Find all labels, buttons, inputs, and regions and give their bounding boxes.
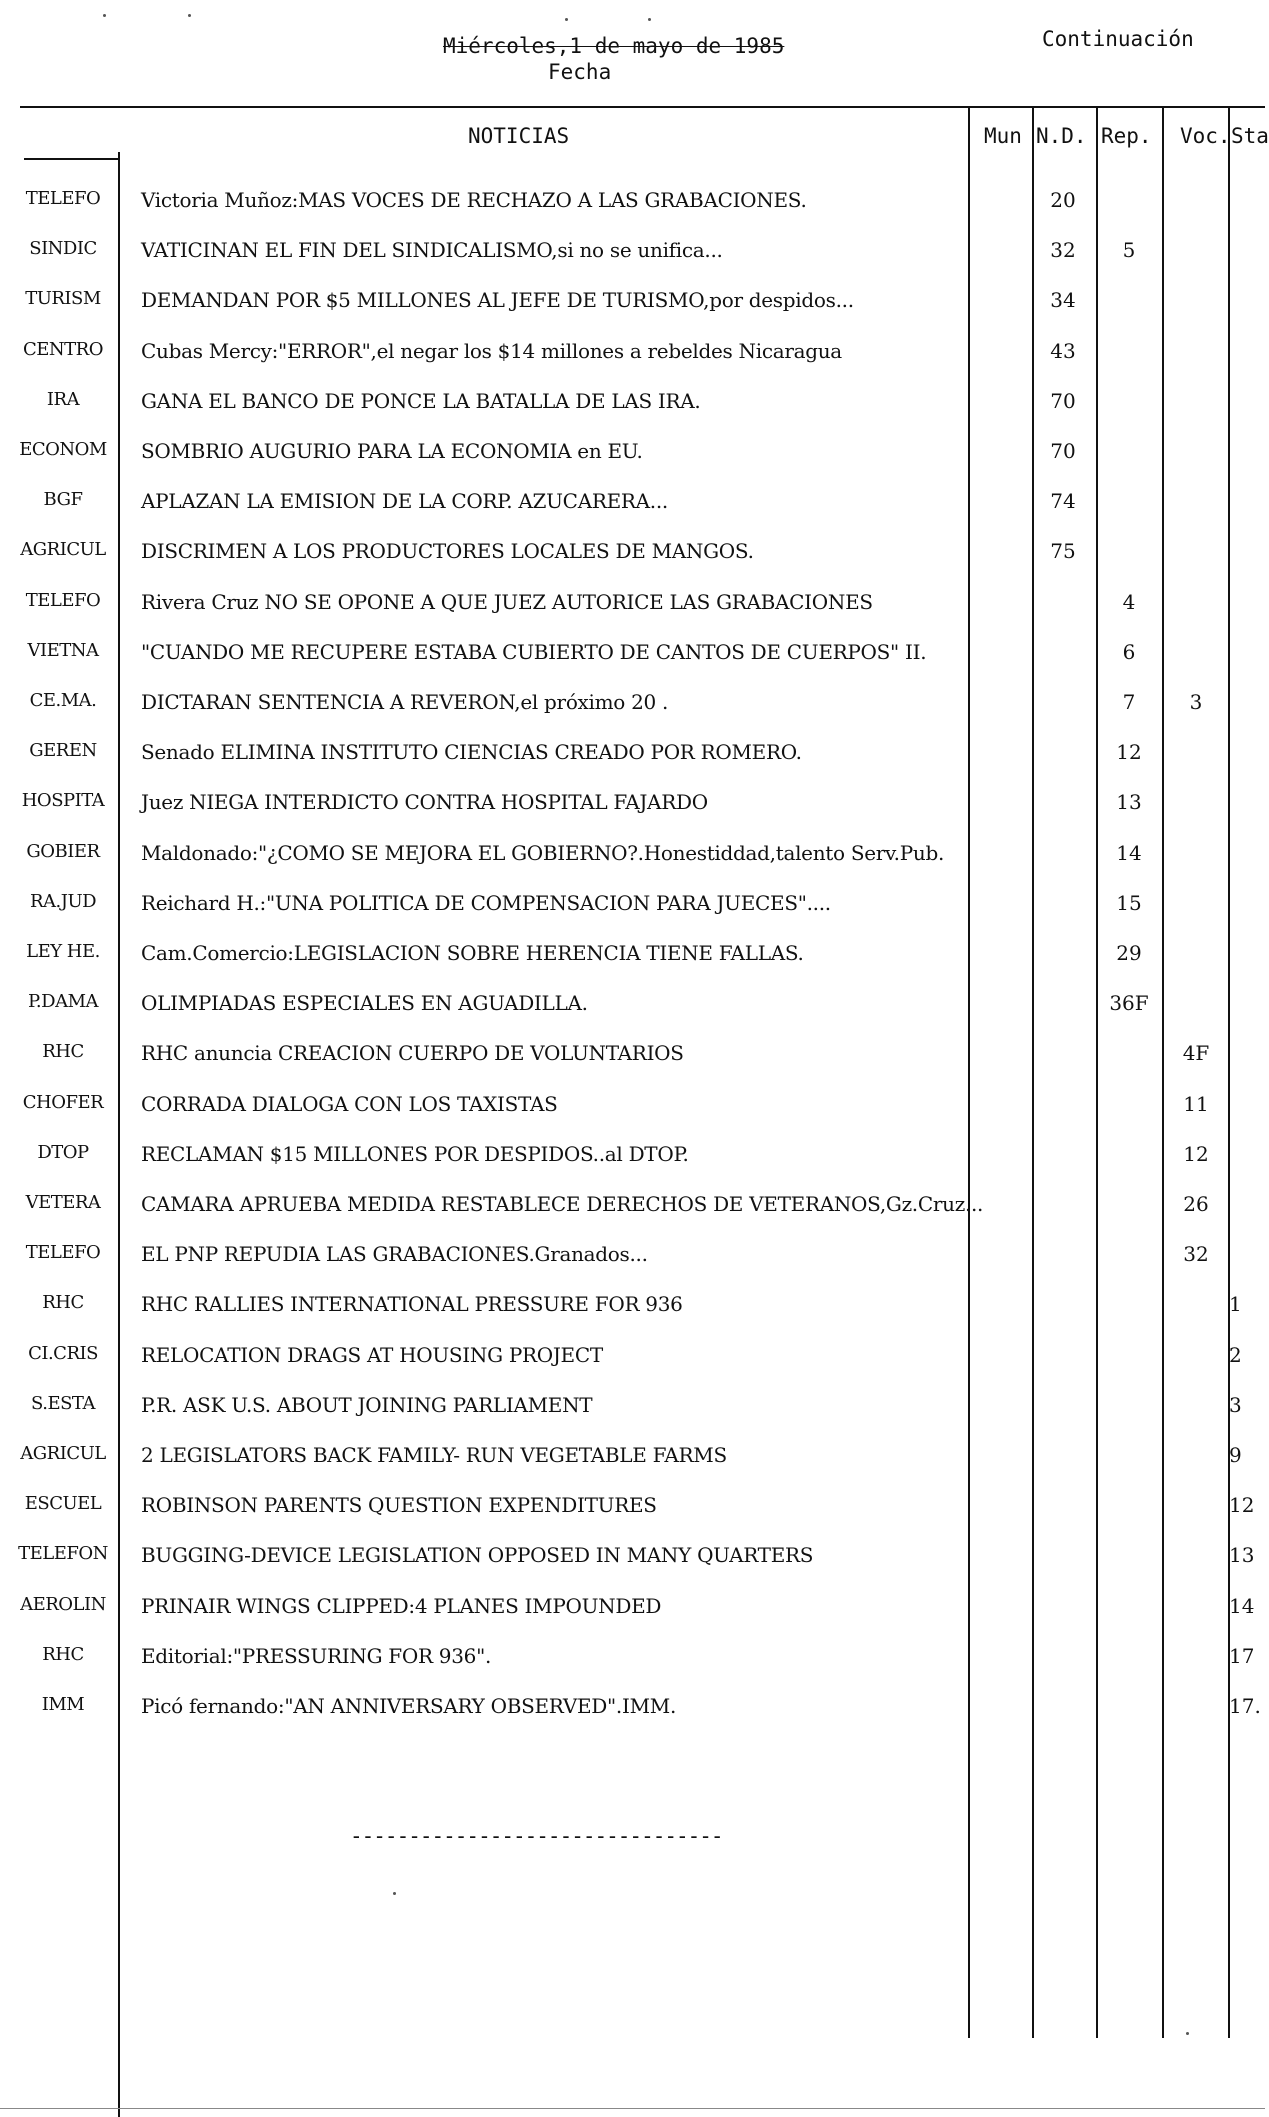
table-row — [0, 1431, 1265, 1481]
row-section-code: HOSPITA — [21, 790, 105, 812]
row-section-code: BGF — [43, 489, 83, 511]
row-rep-page: 15 — [1116, 890, 1142, 915]
row-section-code: CHOFER — [22, 1091, 104, 1113]
row-section-code: AGRICUL — [20, 539, 106, 561]
row-headline: P.R. ASK U.S. ABOUT JOINING PARLIAMENT — [141, 1392, 593, 1417]
column-header-sta: Sta — [1231, 124, 1269, 148]
table-row — [0, 1481, 1265, 1531]
row-section-code: S.ESTA — [31, 1392, 95, 1414]
continuation-label: Continuación — [1042, 27, 1194, 51]
row-section-code: SINDIC — [29, 238, 97, 260]
row-section-code: VETERA — [25, 1192, 101, 1213]
row-section-code: CENTRO — [23, 338, 103, 360]
table-top-border — [20, 106, 1265, 108]
table-row — [0, 276, 1265, 326]
header-underline-left — [24, 158, 119, 160]
row-headline: VATICINAN EL FIN DEL SINDICALISMO,si no se unifica... — [141, 238, 723, 263]
table-row — [0, 1331, 1265, 1381]
row-headline: Maldonado:"¿COMO SE MEJORA EL GOBIERNO?.Honestiddad,talento Serv.Pub. — [141, 840, 945, 865]
row-section-code: LEY HE. — [26, 941, 100, 962]
row-section-code: TURISM — [25, 288, 101, 310]
row-section-code: VIETNA — [27, 639, 99, 661]
row-headline: "CUANDO ME RECUPERE ESTABA CUBIERTO DE CANTOS DE CUERPOS" II. — [141, 639, 927, 664]
row-rep-page: 36F — [1109, 991, 1149, 1016]
row-headline: DICTARAN SENTENCIA A REVERON,el próximo 20 . — [141, 690, 669, 714]
row-headline: RHC RALLIES INTERNATIONAL PRESSURE FOR 936 — [141, 1292, 683, 1317]
table-row — [0, 829, 1265, 879]
row-headline: Senado ELIMINA INSTITUTO CIENCIAS CREADO POR ROMERO. — [141, 740, 802, 765]
row-nd-page: 75 — [1050, 539, 1076, 564]
row-section-code: TELEFO — [25, 1242, 101, 1264]
row-headline: Reichard H.:"UNA POLITICA DE COMPENSACION PARA JUECES".... — [141, 890, 831, 915]
row-voc-page: 26 — [1183, 1192, 1209, 1216]
document-date: Miércoles,1 de mayo de 1985 — [443, 34, 785, 58]
row-headline: RELOCATION DRAGS AT HOUSING PROJECT — [141, 1342, 603, 1367]
table-row — [0, 1682, 1265, 1732]
row-sta-page: 14 — [1229, 1593, 1255, 1618]
row-headline: CAMARA APRUEBA MEDIDA RESTABLECE DERECHOS DE VETERANOS,Gz.Cruz... — [141, 1192, 984, 1216]
row-headline: Picó fernando:"AN ANNIVERSARY OBSERVED".IMM. — [141, 1694, 677, 1718]
row-sta-page: 3 — [1229, 1392, 1242, 1417]
row-sta-page: 2 — [1229, 1342, 1242, 1367]
row-headline: APLAZAN LA EMISION DE LA CORP. AZUCARERA... — [141, 489, 668, 514]
table-row — [0, 778, 1265, 828]
row-rep-page: 4 — [1122, 589, 1136, 614]
table-row — [0, 1080, 1265, 1130]
row-headline: Cubas Mercy:"ERROR",el negar los $14 millones a rebeldes Nicaragua — [141, 338, 842, 363]
row-section-code: IMM — [41, 1694, 85, 1715]
row-nd-page: 70 — [1050, 439, 1076, 463]
row-section-code: GOBIER — [26, 840, 100, 862]
row-headline: RHC anuncia CREACION CUERPO DE VOLUNTARIOS — [141, 1041, 684, 1066]
row-headline: CORRADA DIALOGA CON LOS TAXISTAS — [141, 1091, 558, 1116]
row-rep-page: 13 — [1116, 790, 1142, 815]
row-headline: EL PNP REPUDIA LAS GRABACIONES.Granados... — [141, 1242, 648, 1267]
table-row — [0, 578, 1265, 628]
row-nd-page: 70 — [1050, 388, 1076, 413]
row-nd-page: 74 — [1050, 489, 1076, 514]
table-row — [0, 1632, 1265, 1682]
row-nd-page: 43 — [1050, 338, 1076, 363]
table-row — [0, 678, 1265, 728]
scan-speck — [393, 1892, 396, 1895]
row-headline: GANA EL BANCO DE PONCE LA BATALLA DE LAS IRA. — [141, 388, 701, 413]
table-row — [0, 1582, 1265, 1632]
table-row — [0, 628, 1265, 678]
row-section-code: RHC — [42, 1041, 84, 1063]
row-section-code: RA.JUD — [29, 890, 97, 912]
row-section-code: CI.CRIS — [28, 1342, 98, 1364]
row-headline: 2 LEGISLATORS BACK FAMILY- RUN VEGETABLE FARMS — [141, 1443, 727, 1467]
row-headline: PRINAIR WINGS CLIPPED:4 PLANES IMPOUNDED — [141, 1593, 662, 1618]
row-headline: DISCRIMEN A LOS PRODUCTORES LOCALES DE MANGOS. — [141, 539, 754, 564]
row-headline: Victoria Muñoz:MAS VOCES DE RECHAZO A LAS GRABACIONES. — [141, 188, 807, 212]
row-section-code: ECONOM — [19, 439, 107, 460]
row-section-code: ESCUEL — [24, 1493, 102, 1515]
column-header-nd: N.D. — [1036, 124, 1087, 148]
column-header-news: NOTICIAS — [468, 124, 570, 148]
row-voc-page: 4F — [1182, 1041, 1210, 1066]
row-sta-page: 13 — [1229, 1543, 1255, 1568]
row-rep-page: 7 — [1122, 690, 1136, 714]
table-row — [0, 1230, 1265, 1280]
table-row — [0, 477, 1265, 527]
row-headline: Cam.Comercio:LEGISLACION SOBRE HERENCIA TIENE FALLAS. — [141, 941, 804, 965]
row-section-code: TELEFON — [18, 1543, 108, 1565]
table-row — [0, 879, 1265, 929]
row-sta-page: 12 — [1229, 1493, 1255, 1518]
row-headline: Juez NIEGA INTERDICTO CONTRA HOSPITAL FAJARDO — [141, 790, 708, 815]
table-row — [0, 176, 1265, 226]
row-voc-page: 32 — [1183, 1242, 1209, 1267]
date-label: Fecha — [548, 60, 612, 84]
row-rep-page: 12 — [1116, 740, 1142, 765]
row-rep-page: 5 — [1122, 238, 1136, 263]
table-row — [0, 327, 1265, 377]
row-rep-page: 6 — [1122, 639, 1136, 664]
column-header-mun: Mun — [984, 124, 1022, 148]
scan-speck — [648, 18, 651, 21]
row-voc-page: 11 — [1183, 1091, 1209, 1116]
row-nd-page: 34 — [1050, 288, 1076, 313]
row-sta-page: 17 — [1229, 1643, 1255, 1668]
row-section-code: AEROLIN — [20, 1593, 106, 1615]
table-row — [0, 929, 1265, 979]
table-row — [0, 1381, 1265, 1431]
row-rep-page: 29 — [1116, 941, 1142, 965]
row-section-code: IRA — [46, 388, 80, 410]
scan-speck — [565, 18, 568, 21]
row-sta-page: 9 — [1229, 1443, 1242, 1467]
row-nd-page: 32 — [1050, 238, 1076, 263]
row-voc-page: 3 — [1189, 690, 1203, 714]
table-row — [0, 1531, 1265, 1581]
row-headline: SOMBRIO AUGURIO PARA LA ECONOMIA en EU. — [141, 439, 643, 463]
row-headline: OLIMPIADAS ESPECIALES EN AGUADILLA. — [141, 991, 588, 1016]
scan-speck — [1186, 2032, 1189, 2035]
column-header-voc: Voc. — [1180, 124, 1231, 148]
table-row — [0, 226, 1265, 276]
table-row — [0, 1029, 1265, 1079]
column-header-rep: Rep. — [1101, 124, 1152, 148]
row-section-code: RHC — [42, 1292, 84, 1314]
table-row — [0, 377, 1265, 427]
row-headline: ROBINSON PARENTS QUESTION EXPENDITURES — [141, 1493, 657, 1518]
row-nd-page: 20 — [1050, 188, 1076, 212]
row-section-code: P.DAMA — [27, 991, 99, 1013]
table-row — [0, 979, 1265, 1029]
row-section-code: TELEFO — [25, 188, 101, 209]
row-section-code: DTOP — [37, 1141, 89, 1163]
row-section-code: AGRICUL — [20, 1443, 106, 1464]
scan-speck — [188, 14, 191, 17]
row-sta-page: 1 — [1229, 1292, 1242, 1317]
row-rep-page: 14 — [1116, 840, 1142, 865]
row-headline: Editorial:"PRESSURING FOR 936". — [141, 1643, 492, 1668]
table-row — [0, 427, 1265, 477]
scan-speck — [103, 14, 106, 17]
row-sta-page: 17. — [1229, 1694, 1261, 1718]
table-row — [0, 728, 1265, 778]
table-row — [0, 1280, 1265, 1330]
closing-divider: -------------------------------- — [350, 1824, 723, 1848]
row-headline: Rivera Cruz NO SE OPONE A QUE JUEZ AUTORICE LAS GRABACIONES — [141, 589, 873, 614]
table-row — [0, 1130, 1265, 1180]
row-headline: RECLAMAN $15 MILLONES POR DESPIDOS..al DTOP. — [141, 1141, 689, 1166]
row-section-code: GEREN — [29, 740, 97, 762]
row-section-code: CE.MA. — [29, 690, 97, 711]
row-section-code: RHC — [42, 1643, 84, 1665]
page-bottom-line — [0, 2108, 1265, 2109]
row-headline: BUGGING-DEVICE LEGISLATION OPPOSED IN MANY QUARTERS — [141, 1543, 814, 1568]
table-row — [0, 1180, 1265, 1230]
row-voc-page: 12 — [1183, 1141, 1209, 1166]
row-headline: DEMANDAN POR $5 MILLONES AL JEFE DE TURISMO,por despidos... — [141, 288, 854, 313]
table-row — [0, 527, 1265, 577]
row-section-code: TELEFO — [25, 589, 101, 611]
